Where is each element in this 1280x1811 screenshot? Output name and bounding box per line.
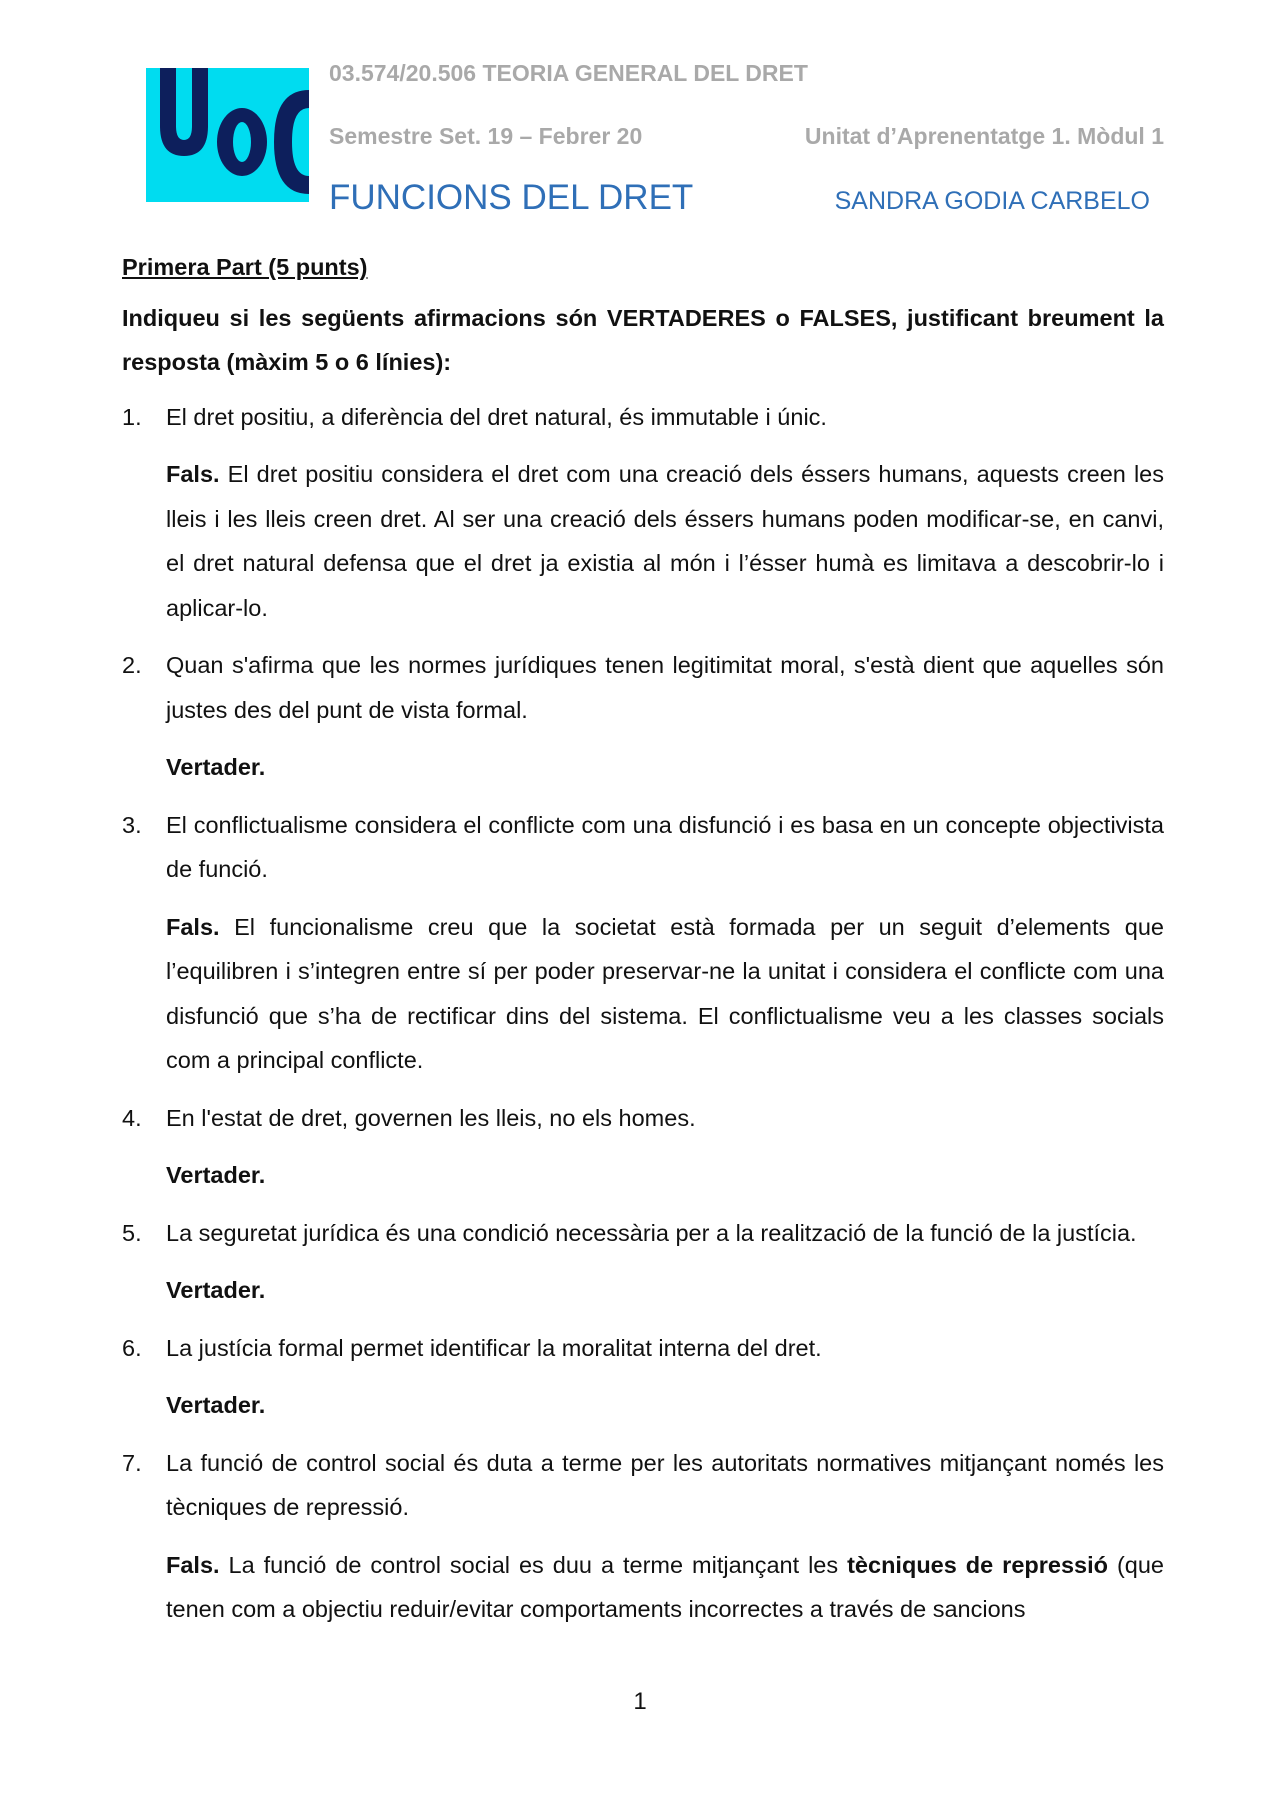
document-title: FUNCIONS DEL DRET: [329, 178, 694, 217]
unit-label: Unitat d’Aprenentatge 1. Mòdul 1: [804, 123, 1164, 149]
question-text: La justícia formal permet identificar la moralitat interna del dret.: [166, 1334, 822, 1361]
question-number: 5.: [122, 1219, 142, 1246]
answer: [166, 905, 1164, 1083]
answer: [166, 1153, 1164, 1198]
document-body: [122, 245, 1164, 1645]
answer: [166, 1543, 1164, 1632]
question-number: 4.: [122, 1104, 142, 1131]
answer-verdict: Fals.: [166, 1551, 220, 1578]
question-item: [122, 643, 1164, 732]
page-number: 1: [633, 1688, 647, 1715]
question-text: En l'estat de dret, governen les lleis, no els homes.: [166, 1104, 696, 1131]
answer-emphasis: tècniques de repressió: [847, 1551, 1108, 1578]
question-text: La seguretat jurídica és una condició necessària per a la realització de la funció de la justícia.: [166, 1219, 1137, 1246]
question-item: [122, 1211, 1164, 1256]
answer-verdict: Vertader.: [166, 1277, 266, 1303]
answer-verdict: Fals.: [166, 461, 220, 487]
answer-verdict: Vertader.: [166, 754, 266, 780]
question-number: 2.: [122, 652, 142, 678]
answer-explanation: El funcionalisme creu que la societat està formada per un seguit d’elements que l’equilibren i s’integren entre sí per poder preservar-ne la unitat i considera el conflicte com una disfunció que s’ha de rectificar dins del sistema. El conflictualisme veu a les classes socials com a principal conflicte.: [166, 913, 1164, 1073]
question-item: [122, 1326, 1164, 1371]
answer-explanation-cont: (que tenen com a objectiu reduir/evitar comportaments incorrectes a través de sancions: [166, 1551, 1164, 1622]
answer-verdict: Vertader.: [166, 1392, 266, 1418]
course-code: 03.574/20.506 TEORIA GENERAL DEL DRET: [329, 60, 808, 86]
author-name: SANDRA GODIA CARBELO: [834, 187, 1150, 215]
question-item: [122, 1096, 1164, 1141]
part-title: Primera Part (5 punts): [122, 254, 368, 280]
instructions: Indiqueu si les següents afirmacions són VERTADERES o FALSES, justificant breument la resposta (màxim 5 o 6 línies):: [122, 304, 1164, 375]
question-text: Quan s'afirma que les normes jurídiques tenen legitimitat moral, s'està dient que aquelles són justes des del punt de vista formal.: [166, 652, 1164, 723]
answer-explanation: El dret positiu considera el dret com una creació dels éssers humans, aquests creen les lleis i les lleis creen dret. Al ser una creació dels éssers humans poden modificar-se, en canvi, el dret natural defensa que el dret ja existia al món i l’ésser humà es limitava a descobrir-lo i aplicar-lo.: [166, 461, 1164, 621]
uoc-logo: [146, 68, 309, 202]
answer-verdict: Vertader.: [166, 1162, 266, 1188]
uoc-logo-graphic: [146, 68, 309, 202]
question-text: La funció de control social és duta a terme per les autoritats normatives mitjançant només les tècniques de repressió.: [166, 1449, 1164, 1520]
answer: [166, 452, 1164, 630]
answer-verdict: Fals.: [166, 913, 220, 940]
answer: [166, 1383, 1164, 1428]
question-item: [122, 1441, 1164, 1530]
question-text: El conflictualisme considera el conflicte com una disfunció i es basa en un concepte objectivista de funció.: [166, 811, 1164, 882]
semester: Semestre Set. 19 – Febrer 20: [329, 123, 643, 149]
answer: [166, 745, 1164, 790]
question-item: [122, 803, 1164, 892]
question-number: 7.: [122, 1449, 142, 1476]
answer-explanation: La funció de control social es duu a terme mitjançant les: [219, 1551, 848, 1578]
question-number: 1.: [122, 403, 142, 430]
answer: [166, 1268, 1164, 1313]
question-number: 3.: [122, 811, 142, 838]
question-number: 6.: [122, 1334, 142, 1361]
question-text: El dret positiu, a diferència del dret natural, és immutable i únic.: [166, 403, 827, 430]
question-item: [122, 395, 1164, 440]
